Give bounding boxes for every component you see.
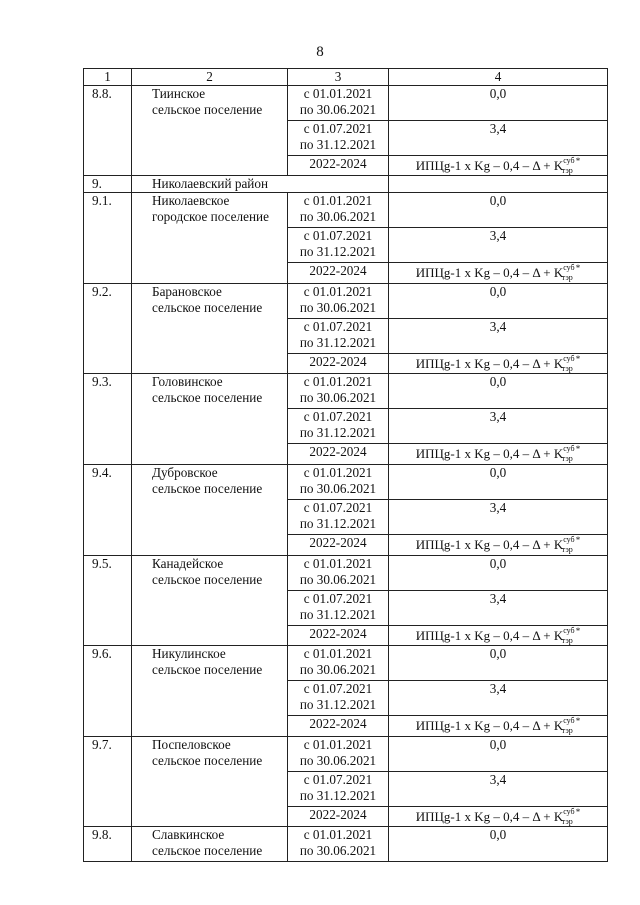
formula-main: ИПЦg-1 x Kg – 0,4 – Δ + K bbox=[415, 157, 564, 173]
settlement-row bbox=[84, 827, 608, 862]
settlement-name-line: Никулинское bbox=[152, 646, 226, 662]
formula-cell bbox=[389, 444, 608, 465]
settlement-row bbox=[84, 736, 608, 771]
period-line: по 31.12.2021 bbox=[299, 334, 377, 350]
formula-main: ИПЦg-1 x Kg – 0,4 – Δ + K bbox=[415, 808, 564, 824]
period-line: с 01.01.2021 bbox=[303, 283, 373, 299]
settlement-name-line: Николаевское bbox=[152, 193, 230, 209]
district-name: Николаевский район bbox=[132, 176, 389, 193]
settlement-name bbox=[132, 736, 288, 827]
value-cell: 3,4 bbox=[389, 681, 608, 716]
value-cell: 0,0 bbox=[389, 646, 608, 681]
settlement-name bbox=[132, 85, 288, 176]
value-cell: 0,0 bbox=[389, 827, 608, 862]
period-line: по 30.06.2021 bbox=[299, 480, 377, 496]
period-line: по 30.06.2021 bbox=[299, 843, 377, 859]
settlement-row bbox=[84, 283, 608, 318]
value-cell: 0,0 bbox=[389, 193, 608, 228]
period-cell bbox=[288, 555, 389, 590]
period-line: с 01.01.2021 bbox=[303, 555, 373, 571]
formula-subscript: тэр bbox=[561, 816, 573, 826]
value-cell: 0,0 bbox=[389, 374, 608, 409]
formula-superscript: суб bbox=[563, 535, 575, 545]
formula-cell bbox=[389, 263, 608, 284]
formula-superscript: суб bbox=[563, 263, 575, 273]
formula-asterisk: * bbox=[575, 444, 581, 455]
formula-asterisk: * bbox=[575, 716, 581, 727]
settlement-name bbox=[132, 827, 288, 862]
value-cell: 3,4 bbox=[389, 590, 608, 625]
value-cell: 3,4 bbox=[389, 120, 608, 155]
period-cell bbox=[288, 771, 389, 806]
settlement-name-line: Поспеловское bbox=[152, 736, 231, 752]
period-line: по 30.06.2021 bbox=[299, 390, 377, 406]
period-cell bbox=[288, 283, 389, 318]
value-cell: 0,0 bbox=[389, 465, 608, 500]
formula-asterisk: * bbox=[575, 806, 581, 817]
settlement-name bbox=[132, 374, 288, 465]
row-number: 9.8. bbox=[84, 827, 132, 862]
period-line: по 31.12.2021 bbox=[299, 697, 377, 713]
formula-superscript: суб bbox=[563, 444, 575, 454]
value-cell: 0,0 bbox=[389, 736, 608, 771]
period-line: с 01.01.2021 bbox=[303, 85, 373, 101]
settlement-name-line: Канадейское bbox=[152, 555, 224, 571]
settlement-name-line: сельское поселение bbox=[152, 662, 263, 678]
value-cell: 0,0 bbox=[389, 555, 608, 590]
settlement-name-line: сельское поселение bbox=[152, 480, 263, 496]
formula-asterisk: * bbox=[575, 535, 581, 546]
formula-subscript: тэр bbox=[561, 363, 573, 373]
period-line: с 01.07.2021 bbox=[303, 681, 373, 697]
period-line: по 31.12.2021 bbox=[299, 515, 377, 531]
header-cell: 4 bbox=[389, 69, 608, 86]
header-cell: 2 bbox=[132, 69, 288, 86]
value-cell: 3,4 bbox=[389, 500, 608, 535]
settlement-name-line: сельское поселение bbox=[152, 299, 263, 315]
period-line: с 01.01.2021 bbox=[303, 646, 373, 662]
settlement-row bbox=[84, 465, 608, 500]
value-cell: 3,4 bbox=[389, 318, 608, 353]
settlement-name bbox=[132, 465, 288, 556]
period-cell bbox=[288, 228, 389, 263]
period-cell: 2022-2024 bbox=[288, 535, 389, 556]
formula-superscript: суб bbox=[563, 625, 575, 635]
period-cell bbox=[288, 465, 389, 500]
settlement-name-line: сельское поселение bbox=[152, 752, 263, 768]
settlement-name-line: Дубровское bbox=[152, 465, 218, 481]
header-row bbox=[84, 69, 608, 86]
period-cell bbox=[288, 646, 389, 681]
period-line: с 01.07.2021 bbox=[303, 228, 373, 244]
row-number: 9.7. bbox=[84, 736, 132, 827]
settlement-name-line: Барановское bbox=[152, 283, 222, 299]
settlement-row bbox=[84, 85, 608, 120]
formula-main: ИПЦg-1 x Kg – 0,4 – Δ + K bbox=[415, 627, 564, 643]
formula-cell bbox=[389, 353, 608, 374]
settlement-row bbox=[84, 193, 608, 228]
period-cell bbox=[288, 681, 389, 716]
formula-subscript: тэр bbox=[561, 635, 573, 645]
value-cell: 3,4 bbox=[389, 771, 608, 806]
formula-cell bbox=[389, 155, 608, 176]
period-line: с 01.01.2021 bbox=[303, 374, 373, 390]
period-cell bbox=[288, 590, 389, 625]
period-line: по 31.12.2021 bbox=[299, 136, 377, 152]
row-number: 9.2. bbox=[84, 283, 132, 374]
period-line: по 31.12.2021 bbox=[299, 425, 377, 441]
value-cell: 3,4 bbox=[389, 409, 608, 444]
period-cell bbox=[288, 500, 389, 535]
settlement-name bbox=[132, 193, 288, 284]
settlement-name-line: сельское поселение bbox=[152, 101, 263, 117]
period-line: с 01.01.2021 bbox=[303, 193, 373, 209]
settlement-name-line: Тиинское bbox=[152, 85, 206, 101]
formula-main: ИПЦg-1 x Kg – 0,4 – Δ + K bbox=[415, 446, 564, 462]
row-number: 9.3. bbox=[84, 374, 132, 465]
empty-cell bbox=[389, 176, 608, 193]
period-cell bbox=[288, 409, 389, 444]
settlement-row bbox=[84, 646, 608, 681]
period-cell bbox=[288, 85, 389, 120]
settlement-name-line: сельское поселение bbox=[152, 571, 263, 587]
settlement-row bbox=[84, 374, 608, 409]
formula-superscript: суб bbox=[563, 155, 575, 165]
formula-asterisk: * bbox=[575, 353, 581, 364]
district-row bbox=[84, 176, 608, 193]
period-line: по 30.06.2021 bbox=[299, 101, 377, 117]
row-number: 9. bbox=[84, 176, 132, 193]
settlement-name bbox=[132, 283, 288, 374]
formula-cell bbox=[389, 625, 608, 646]
value-cell: 0,0 bbox=[389, 283, 608, 318]
period-line: с 01.07.2021 bbox=[303, 409, 373, 425]
period-cell: 2022-2024 bbox=[288, 155, 389, 176]
page-number: 8 bbox=[316, 44, 324, 60]
formula-superscript: суб bbox=[563, 806, 575, 816]
settlement-name-line: сельское поселение bbox=[152, 390, 263, 406]
settlement-name-line: Головинское bbox=[152, 374, 223, 390]
period-line: по 30.06.2021 bbox=[299, 571, 377, 587]
period-line: по 31.12.2021 bbox=[299, 244, 377, 260]
header-cell: 3 bbox=[288, 69, 389, 86]
formula-subscript: тэр bbox=[561, 454, 573, 464]
header-cell: 1 bbox=[84, 69, 132, 86]
formula-cell bbox=[389, 716, 608, 737]
period-line: по 30.06.2021 bbox=[299, 752, 377, 768]
formula-main: ИПЦg-1 x Kg – 0,4 – Δ + K bbox=[415, 265, 564, 281]
formula-asterisk: * bbox=[575, 155, 581, 166]
formula-subscript: тэр bbox=[561, 726, 573, 736]
formula-main: ИПЦg-1 x Kg – 0,4 – Δ + K bbox=[415, 537, 564, 553]
period-line: по 31.12.2021 bbox=[299, 606, 377, 622]
period-cell: 2022-2024 bbox=[288, 353, 389, 374]
settlement-name-line: городское поселение bbox=[152, 209, 269, 225]
settlement-row bbox=[84, 555, 608, 590]
period-cell: 2022-2024 bbox=[288, 444, 389, 465]
period-line: с 01.01.2021 bbox=[303, 465, 373, 481]
period-cell: 2022-2024 bbox=[288, 806, 389, 827]
period-cell bbox=[288, 318, 389, 353]
period-line: с 01.07.2021 bbox=[303, 120, 373, 136]
tariff-table bbox=[83, 68, 608, 862]
period-cell bbox=[288, 736, 389, 771]
period-line: с 01.07.2021 bbox=[303, 318, 373, 334]
period-line: по 31.12.2021 bbox=[299, 787, 377, 803]
row-number: 9.4. bbox=[84, 465, 132, 556]
value-cell: 3,4 bbox=[389, 228, 608, 263]
period-cell bbox=[288, 374, 389, 409]
formula-main: ИПЦg-1 x Kg – 0,4 – Δ + K bbox=[415, 718, 564, 734]
period-line: с 01.07.2021 bbox=[303, 590, 373, 606]
settlement-name-line: сельское поселение bbox=[152, 843, 263, 859]
period-line: по 30.06.2021 bbox=[299, 299, 377, 315]
period-line: по 30.06.2021 bbox=[299, 662, 377, 678]
row-number: 9.6. bbox=[84, 646, 132, 737]
period-line: с 01.07.2021 bbox=[303, 500, 373, 516]
formula-subscript: тэр bbox=[561, 165, 573, 175]
settlement-name bbox=[132, 555, 288, 646]
settlement-name-line: Славкинское bbox=[152, 827, 225, 843]
period-cell bbox=[288, 827, 389, 862]
value-cell: 0,0 bbox=[389, 85, 608, 120]
settlement-name bbox=[132, 646, 288, 737]
formula-cell bbox=[389, 535, 608, 556]
period-cell: 2022-2024 bbox=[288, 263, 389, 284]
period-cell: 2022-2024 bbox=[288, 625, 389, 646]
row-number: 9.5. bbox=[84, 555, 132, 646]
formula-asterisk: * bbox=[575, 625, 581, 636]
formula-superscript: суб bbox=[563, 716, 575, 726]
formula-asterisk: * bbox=[575, 263, 581, 274]
formula-superscript: суб bbox=[563, 353, 575, 363]
period-cell: 2022-2024 bbox=[288, 716, 389, 737]
formula-main: ИПЦg-1 x Kg – 0,4 – Δ + K bbox=[415, 355, 564, 371]
formula-cell bbox=[389, 806, 608, 827]
period-line: с 01.01.2021 bbox=[303, 827, 373, 843]
period-line: с 01.01.2021 bbox=[303, 736, 373, 752]
period-cell bbox=[288, 120, 389, 155]
row-number: 8.8. bbox=[84, 85, 132, 176]
row-number: 9.1. bbox=[84, 193, 132, 284]
formula-subscript: тэр bbox=[561, 545, 573, 555]
period-line: по 30.06.2021 bbox=[299, 209, 377, 225]
period-cell bbox=[288, 193, 389, 228]
period-line: с 01.07.2021 bbox=[303, 771, 373, 787]
formula-subscript: тэр bbox=[561, 273, 573, 283]
